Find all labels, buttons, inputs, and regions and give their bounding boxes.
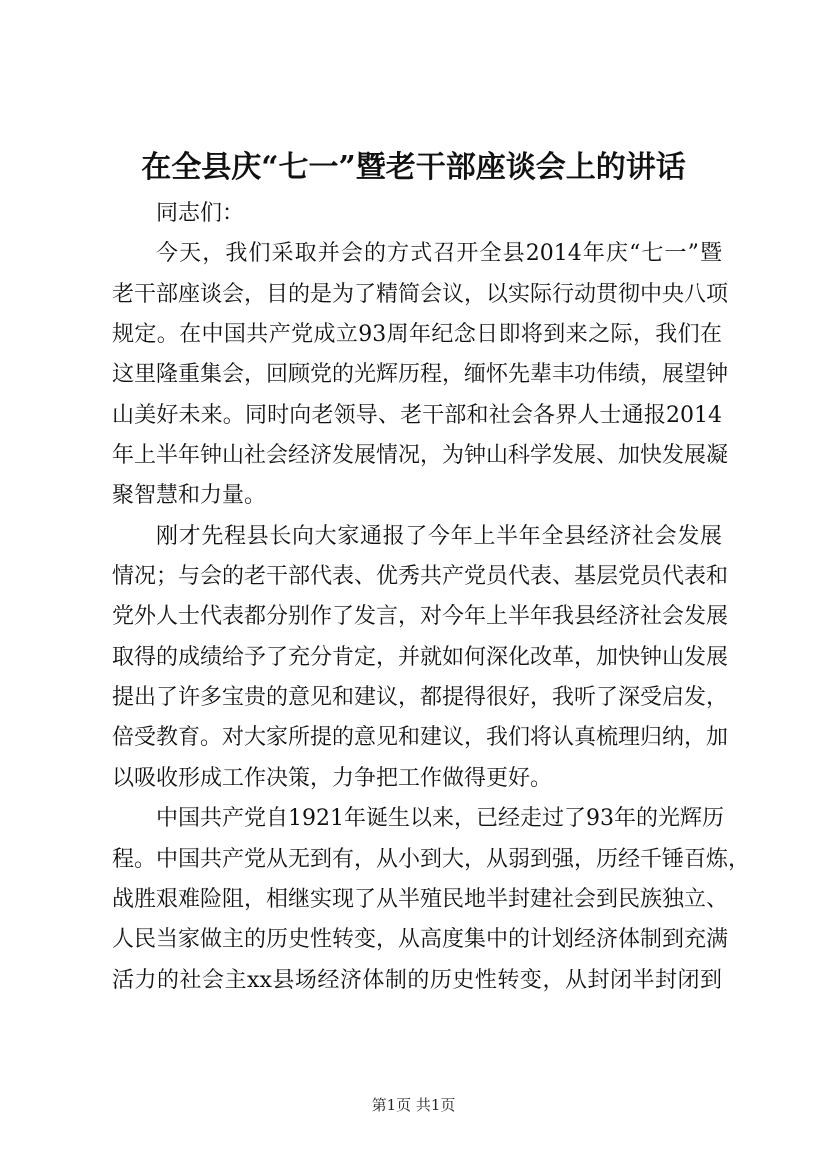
body-line: 聚智慧和力量。	[112, 483, 267, 509]
document-title: 在全县庆“七一”暨老干部座谈会上的讲话	[141, 150, 686, 185]
body-line: 今天，我们采取并会的方式召开全县2014年庆“七一”暨	[156, 241, 722, 267]
body-line: 山美好未来。同时向老领导、老干部和社会各界人士通报2014	[112, 402, 722, 428]
body-line: 情况；与会的老干部代表、优秀共产党员代表、基层党员代表和	[112, 564, 729, 590]
body-line: 活力的社会主xx县场经济体制的历史性转变，从封闭半封闭到	[112, 967, 722, 993]
body-line: 同志们：	[156, 201, 245, 226]
body-line: 这里隆重集会，回顾党的光辉历程，缅怀先辈丰功伟绩，展望钟	[112, 362, 729, 388]
body-line: 取得的成绩给予了充分肯定，并就如何深化改革，加快钟山发展	[112, 644, 729, 670]
body-line: 以吸收形成工作决策，力争把工作做得更好。	[112, 765, 553, 791]
document-body	[112, 194, 751, 1001]
page-number-footer: 第1页 共1页	[371, 1096, 456, 1114]
body-line: 老干部座谈会，目的是为了精简会议，以实际行动贯彻中央八项	[112, 281, 729, 307]
body-line: 战胜艰难险阻，相继实现了从半殖民地半封建社会到民族独立、	[112, 886, 729, 912]
body-line: 中国共产党自1921年诞生以来，已经走过了93年的光辉历	[156, 806, 724, 832]
body-line: 规定。在中国共产党成立93周年纪念日即将到来之际，我们在	[112, 322, 722, 348]
body-line: 党外人士代表都分别作了发言，对今年上半年我县经济社会发展	[112, 604, 729, 630]
body-line: 年上半年钟山社会经济发展情况，为钟山科学发展、加快发展凝	[112, 443, 729, 469]
body-line: 人民当家做主的历史性转变，从高度集中的计划经济体制到充满	[112, 927, 729, 953]
body-line: 倍受教育。对大家所提的意见和建议，我们将认真梳理归纳，加	[112, 725, 729, 751]
body-line: 程。中国共产党从无到有，从小到大，从弱到强，历经千锤百炼，	[112, 846, 751, 872]
body-line: 提出了许多宝贵的意见和建议，都提得很好，我听了深受启发，	[112, 685, 729, 711]
body-line: 刚才先程县长向大家通报了今年上半年全县经济社会发展	[156, 523, 722, 549]
